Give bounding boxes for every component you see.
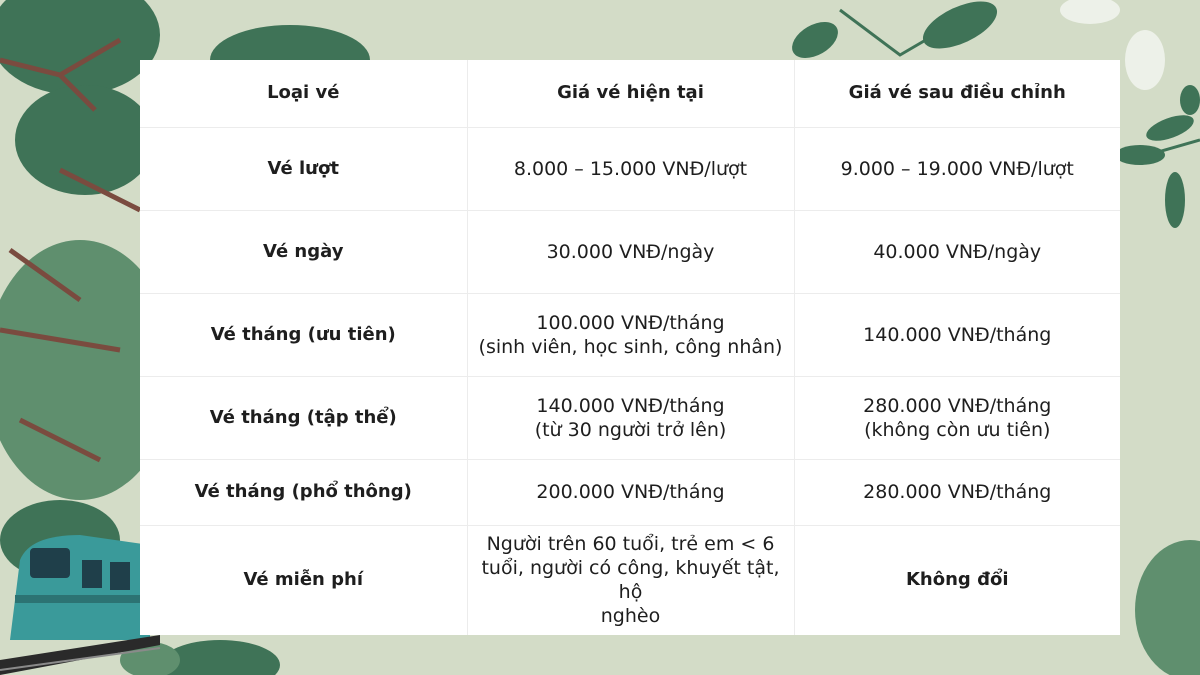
adjusted-price-cell: [794, 210, 1120, 293]
current-price-line: 200.000 VNĐ/tháng: [536, 481, 725, 503]
table-row: [140, 376, 1120, 459]
ticket-type-cell: Vé miễn phí: [140, 525, 467, 635]
table-row: [140, 127, 1120, 210]
header-ticket-type: Loại vé: [140, 60, 467, 127]
adjusted-price-note: (không còn ưu tiên): [864, 418, 1051, 441]
adjusted-price-cell: [794, 525, 1120, 635]
adjusted-price-line: 280.000 VNĐ/tháng: [863, 394, 1052, 417]
current-price-line: tuổi, người có công, khuyết tật, hộ: [481, 557, 780, 604]
ticket-type-cell: Vé ngày: [140, 210, 467, 293]
adjusted-price-cell: [794, 376, 1120, 459]
ticket-price-table-card: [140, 60, 1120, 635]
current-price-line: 30.000 VNĐ/ngày: [546, 240, 715, 263]
adjusted-price-cell: [794, 459, 1120, 525]
adjusted-price-line: Không đổi: [905, 569, 1009, 591]
adjusted-price-cell: [794, 127, 1120, 210]
current-price-cell: [467, 376, 794, 459]
adjusted-price-cell: [794, 293, 1120, 376]
ticket-type-cell: Vé lượt: [140, 127, 467, 210]
ticket-type-cell: Vé tháng (phổ thông): [140, 459, 467, 525]
current-price-line: 8.000 – 15.000 VNĐ/lượt: [513, 157, 748, 180]
adjusted-price-line: 40.000 VNĐ/ngày: [873, 240, 1042, 263]
table-row: [140, 293, 1120, 376]
table-row: [140, 525, 1120, 635]
current-price-note: (từ 30 người trở lên): [534, 418, 727, 441]
adjusted-price-line: 9.000 – 19.000 VNĐ/lượt: [840, 157, 1074, 180]
ticket-type-cell: Vé tháng (tập thể): [140, 376, 467, 459]
header-adjusted-price: Giá vé sau điều chỉnh: [794, 60, 1120, 127]
table-row: [140, 210, 1120, 293]
ticket-price-table: [140, 60, 1120, 635]
current-price-line: nghèo: [600, 605, 661, 628]
tree-canopy-icon: [1135, 540, 1200, 675]
current-price-cell: [467, 459, 794, 525]
current-price-note: (sinh viên, học sinh, công nhân): [478, 335, 783, 358]
current-price-line: Người trên 60 tuổi, trẻ em < 6: [486, 533, 775, 556]
current-price-cell: [467, 293, 794, 376]
table-header-row: [140, 60, 1120, 127]
current-price-cell: [467, 525, 794, 635]
leaf-sprig-icon: [1115, 85, 1200, 228]
current-price-cell: [467, 127, 794, 210]
ticket-type-cell: Vé tháng (ưu tiên): [140, 293, 467, 376]
current-price-cell: [467, 210, 794, 293]
current-price-line: 100.000 VNĐ/tháng: [536, 311, 725, 334]
adjusted-price-line: 140.000 VNĐ/tháng: [863, 323, 1052, 346]
adjusted-price-line: 280.000 VNĐ/tháng: [863, 481, 1052, 503]
current-price-line: 140.000 VNĐ/tháng: [536, 394, 725, 417]
header-current-price: Giá vé hiện tại: [467, 60, 794, 127]
table-row: [140, 459, 1120, 525]
